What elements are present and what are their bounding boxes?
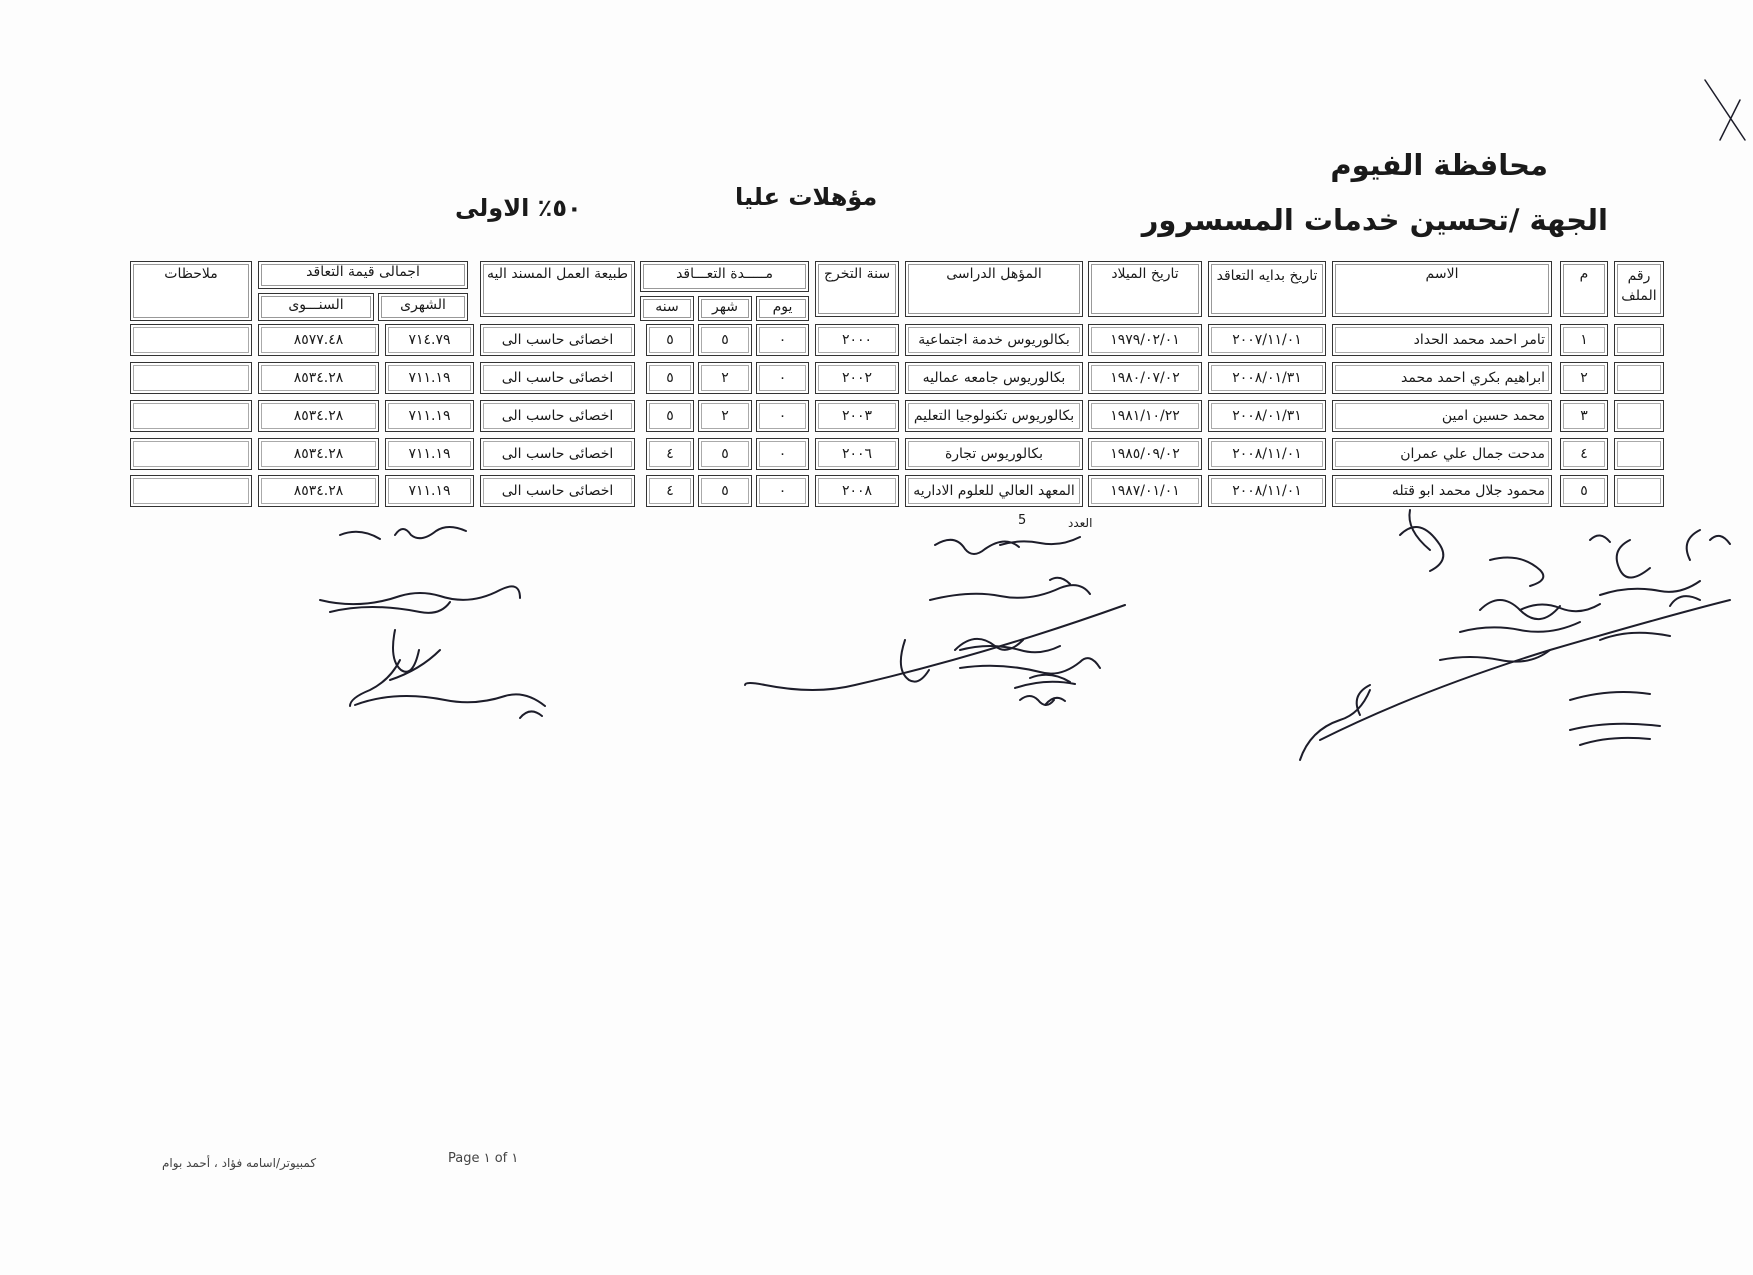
row4-grad-year: ٢٠٠٦ — [815, 438, 899, 470]
count-label: العدد — [1068, 516, 1093, 530]
row4-qualification: بكالوريوس تجارة — [905, 438, 1083, 470]
row1-day: ٠ — [756, 324, 809, 356]
header-contract-value: اجمالى قيمة التعاقد — [258, 261, 468, 289]
governorate-title: محافظة الفيوم — [1330, 148, 1548, 182]
row1-annual: ٨٥٧٧.٤٨ — [258, 324, 379, 356]
row1-monthly: ٧١٤.٧٩ — [385, 324, 474, 356]
chairman-signature — [745, 537, 1125, 705]
header-qualification: المؤهل الدراسى — [905, 261, 1083, 317]
row4-day: ٠ — [756, 438, 809, 470]
header-contract-duration: مـــــدة التعـــاقد — [640, 261, 809, 292]
header-serial: م — [1560, 261, 1608, 317]
row4-work-nature: اخصائى حاسب الى — [480, 438, 635, 470]
header-notes: ملاحظات — [130, 261, 252, 321]
row1-grad-year: ٢٠٠٠ — [815, 324, 899, 356]
row2-year: ٥ — [646, 362, 694, 394]
row3-qualification: بكالوريوس تكنولوجيا التعليم — [905, 400, 1083, 432]
row3-month: ٢ — [698, 400, 752, 432]
row3-year: ٥ — [646, 400, 694, 432]
row5-year: ٤ — [646, 475, 694, 507]
committee-signatures — [1300, 510, 1730, 760]
header-monthly: الشهرى — [378, 293, 468, 321]
row4-name: مدحت جمال علي عمران — [1332, 438, 1552, 470]
row1-contract-start: ٢٠٠٧/١١/٠١ — [1208, 324, 1326, 356]
row4-monthly: ٧١١.١٩ — [385, 438, 474, 470]
header-file-no: رقم الملف — [1614, 261, 1664, 317]
batch-title: ٥٠٪ الاولى — [455, 194, 582, 222]
row1-month: ٥ — [698, 324, 752, 356]
department-title: الجهة /تحسين خدمات المسسرور — [1141, 203, 1608, 237]
row4-annual: ٨٥٣٤.٢٨ — [258, 438, 379, 470]
row2-work-nature: اخصائى حاسب الى — [480, 362, 635, 394]
header-grad-year: سنة التخرج — [815, 261, 899, 317]
row5-qualification: المعهد العالي للعلوم الاداريه — [905, 475, 1083, 507]
header-name: الاسم — [1332, 261, 1552, 317]
header-month: شهر — [698, 296, 752, 321]
row3-annual: ٨٥٣٤.٢٨ — [258, 400, 379, 432]
row2-day: ٠ — [756, 362, 809, 394]
header-year: سنه — [640, 296, 694, 321]
row3-monthly: ٧١١.١٩ — [385, 400, 474, 432]
row5-month: ٥ — [698, 475, 752, 507]
count-value: 5 — [1018, 513, 1027, 528]
row2-grad-year: ٢٠٠٢ — [815, 362, 899, 394]
row5-annual: ٨٥٣٤.٢٨ — [258, 475, 379, 507]
row5-monthly: ٧١١.١٩ — [385, 475, 474, 507]
row3-work-nature: اخصائى حاسب الى — [480, 400, 635, 432]
row1-qualification: بكالوريوس خدمة اجتماعية — [905, 324, 1083, 356]
row2-name: ابراهيم بكري احمد محمد — [1332, 362, 1552, 394]
row2-monthly: ٧١١.١٩ — [385, 362, 474, 394]
row3-grad-year: ٢٠٠٣ — [815, 400, 899, 432]
row3-contract-start: ٢٠٠٨/٠١/٣١ — [1208, 400, 1326, 432]
header-day: يوم — [756, 296, 809, 321]
row4-contract-start: ٢٠٠٨/١١/٠١ — [1208, 438, 1326, 470]
row3-birth-date: ١٩٨١/١٠/٢٢ — [1088, 400, 1202, 432]
row5-work-nature: اخصائى حاسب الى — [480, 475, 635, 507]
row2-birth-date: ١٩٨٠/٠٧/٠٢ — [1088, 362, 1202, 394]
row3-serial: ٣ — [1560, 400, 1608, 432]
row2-month: ٢ — [698, 362, 752, 394]
row1-serial: ١ — [1560, 324, 1608, 356]
row5-grad-year: ٢٠٠٨ — [815, 475, 899, 507]
header-contract-start: تاريخ بدايه التعاقد — [1208, 261, 1326, 317]
row2-annual: ٨٥٣٤.٢٨ — [258, 362, 379, 394]
row1-name: تامر احمد محمد الحداد — [1332, 324, 1552, 356]
typist-credit: كمبيوتر/اسامه فؤاد ، أحمد بوام — [162, 1156, 317, 1170]
row3-name: محمد حسين امين — [1332, 400, 1552, 432]
row4-serial: ٤ — [1560, 438, 1608, 470]
row2-qualification: بكالوريوس جامعه عماليه — [905, 362, 1083, 394]
row3-day: ٠ — [756, 400, 809, 432]
row5-contract-start: ٢٠٠٨/١١/٠١ — [1208, 475, 1326, 507]
row4-month: ٥ — [698, 438, 752, 470]
row1-birth-date: ١٩٧٩/٠٢/٠١ — [1088, 324, 1202, 356]
header-work-nature: طبيعة العمل المسند اليه — [480, 261, 635, 317]
qualification-title: مؤهلات عليا — [735, 183, 878, 211]
corner-mark — [1705, 80, 1745, 140]
row1-year: ٥ — [646, 324, 694, 356]
row4-year: ٤ — [646, 438, 694, 470]
header-birth-date: تاريخ الميلاد — [1088, 261, 1202, 317]
row5-birth-date: ١٩٨٧/٠١/٠١ — [1088, 475, 1202, 507]
row1-work-nature: اخصائى حاسب الى — [480, 324, 635, 356]
header-annual: السنـــوى — [258, 293, 374, 321]
row2-contract-start: ٢٠٠٨/٠١/٣١ — [1208, 362, 1326, 394]
row5-day: ٠ — [756, 475, 809, 507]
row2-serial: ٢ — [1560, 362, 1608, 394]
governor-signature — [320, 527, 545, 718]
row5-name: محمود جلال محمد ابو قتله — [1332, 475, 1552, 507]
row5-serial: ٥ — [1560, 475, 1608, 507]
row4-birth-date: ١٩٨٥/٠٩/٠٢ — [1088, 438, 1202, 470]
page-number: Page ١ of ١ — [448, 1151, 519, 1166]
